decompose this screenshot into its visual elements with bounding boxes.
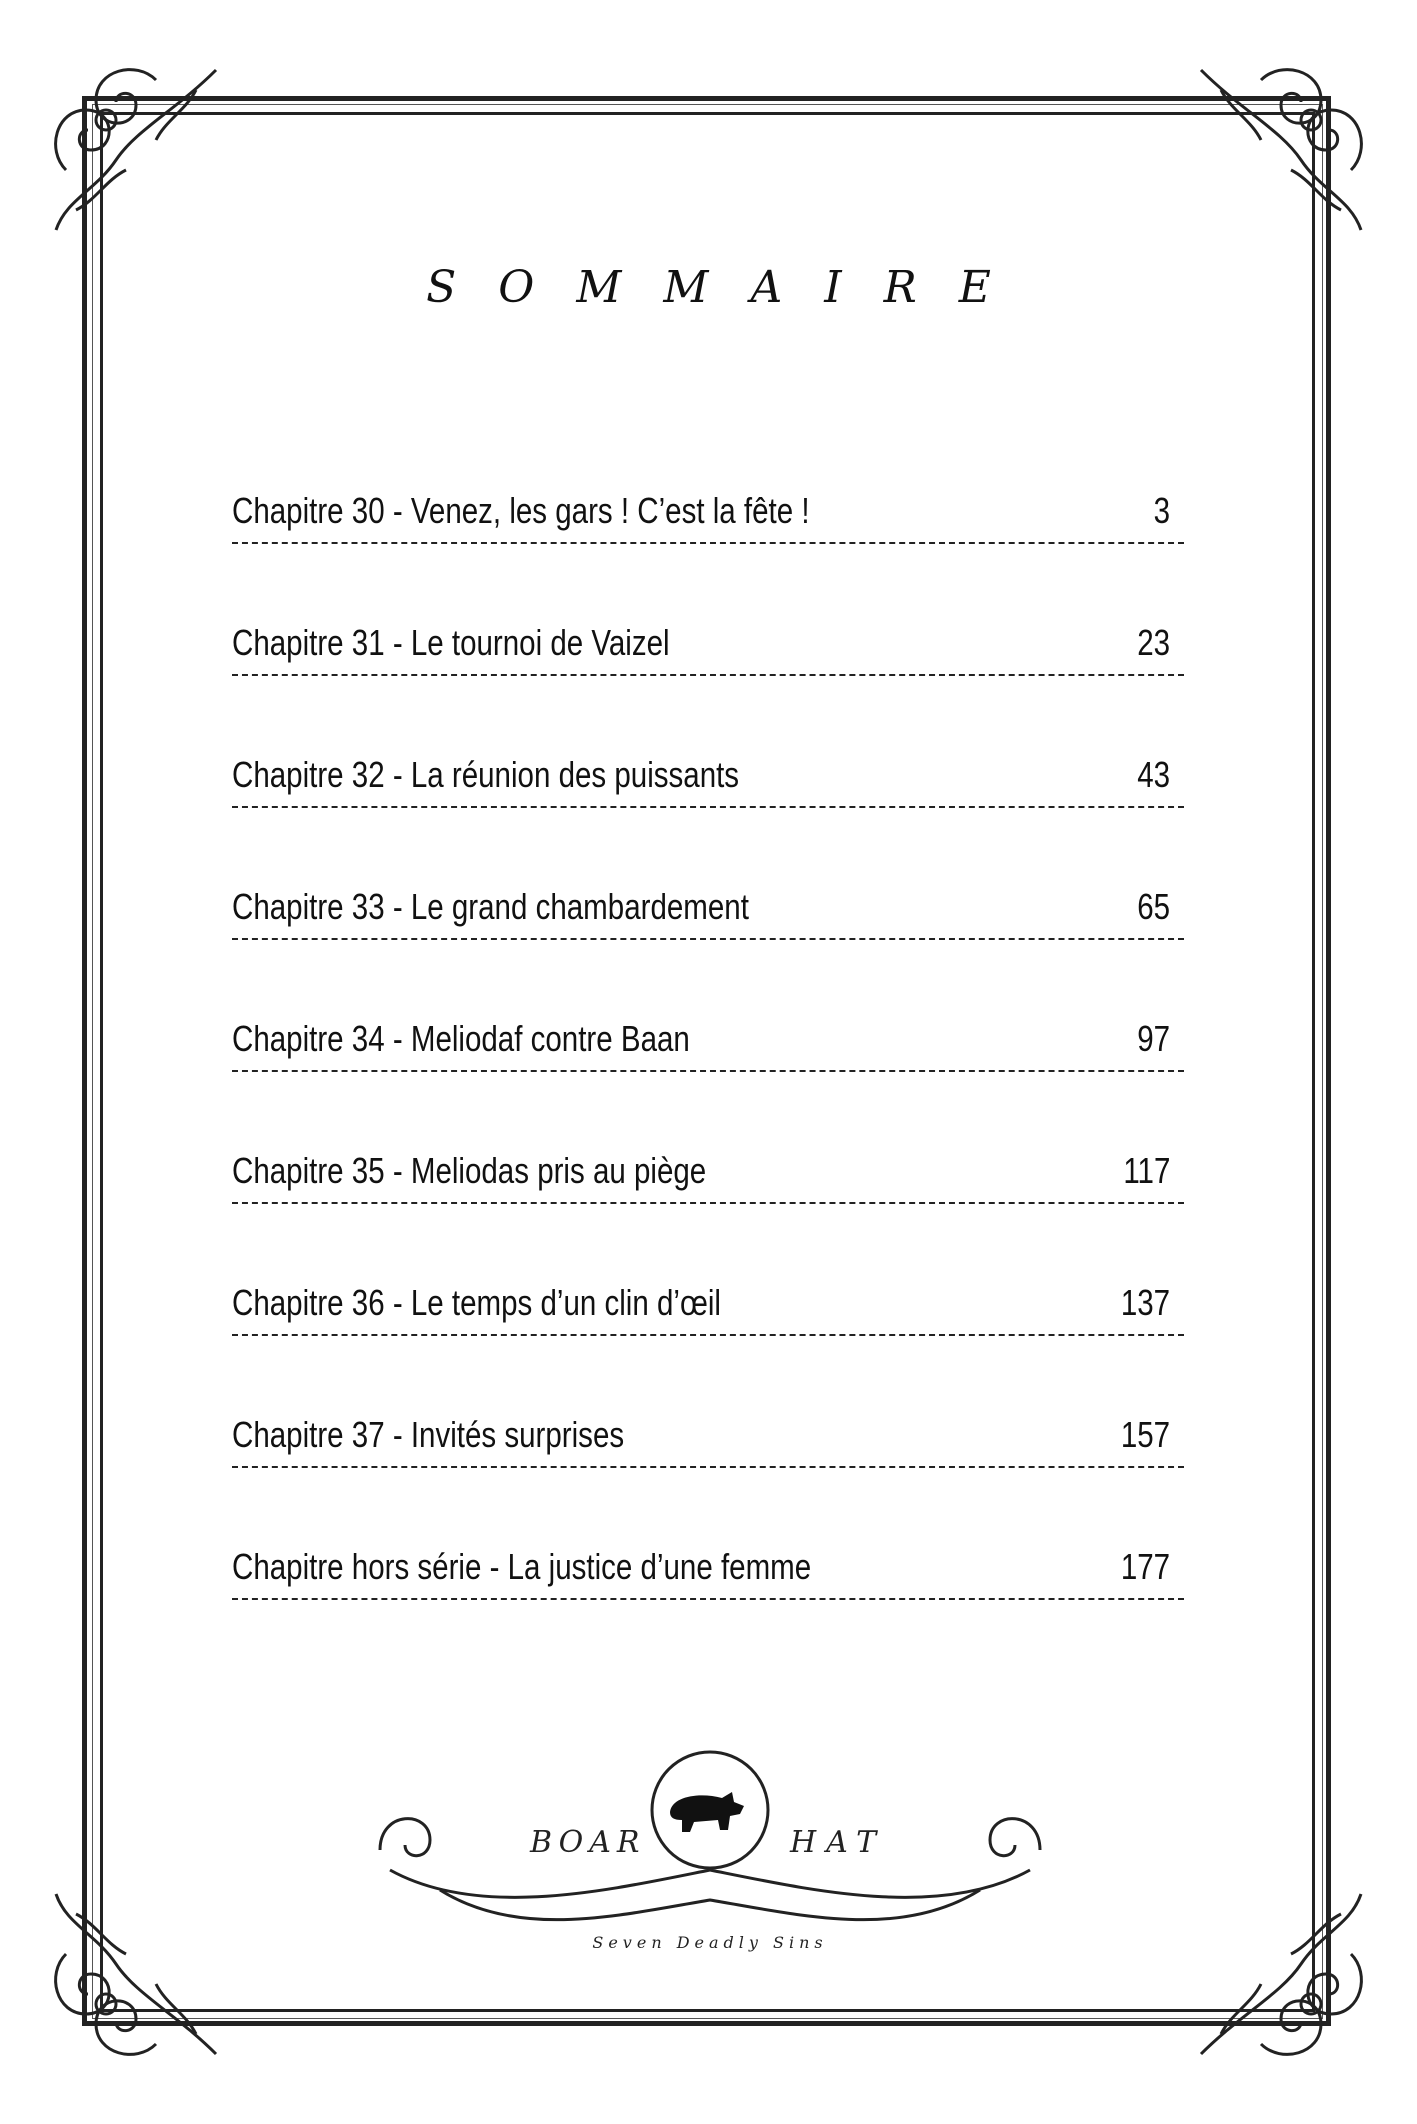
toc-entry[interactable] [232,1008,1184,1140]
dotted-leader [232,542,1184,544]
toc-entry-label: Chapitre 35 - Meliodas pris au piège [232,1150,707,1191]
boar-hat-logo [360,1740,1060,1960]
flourish-swash-icon [390,1870,1030,1897]
toc-entry-page: 117 [1122,1150,1170,1191]
flourish-right-icon [990,1819,1040,1856]
toc-entry-label: Chapitre 37 - Invités surprises [232,1414,625,1455]
toc-entry-page: 65 [1137,886,1170,927]
toc-entry-label: Chapitre 33 - Le grand chambardement [232,886,749,927]
toc-entry-page: 97 [1137,1018,1170,1059]
page-title: SOMMAIRE [426,262,1033,313]
toc-entry-label: Chapitre 31 - Le tournoi de Vaizel [232,622,670,663]
ornament-corner-icon [36,50,236,250]
toc-entry-page: 23 [1137,622,1170,663]
toc-entry-label: Chapitre 34 - Meliodaf contre Baan [232,1018,690,1059]
toc-entry-label: Chapitre 36 - Le temps d’un clin d’œil [232,1282,721,1323]
toc-entry[interactable] [232,1272,1184,1404]
toc-entry-page: 157 [1120,1414,1170,1455]
ornament-corner-icon [36,1874,236,2074]
toc-entry-label: Chapitre 32 - La réunion des puissants [232,754,740,795]
dotted-leader [232,1202,1184,1204]
dotted-leader [232,674,1184,676]
logo-subtitle: Seven Deadly Sins [592,1933,828,1952]
toc-entry[interactable] [232,876,1184,1008]
dotted-leader [232,1070,1184,1072]
boar-icon [670,1792,744,1832]
ornament-corner-icon [1181,1874,1381,2074]
toc-entry[interactable] [232,1140,1184,1272]
ornament-corner-icon [1181,50,1381,250]
toc-entry[interactable] [232,1404,1184,1536]
table-of-contents [232,480,1184,1668]
logo-word-right: HAT [790,1825,887,1860]
toc-entry-page: 177 [1120,1546,1170,1587]
toc-entry-label: Chapitre 30 - Venez, les gars ! C’est la fête ! [232,490,810,531]
toc-entry[interactable] [232,480,1184,612]
flourish-swash-icon [440,1890,980,1920]
toc-entry[interactable] [232,612,1184,744]
toc-entry-page: 43 [1137,754,1170,795]
flourish-left-icon [380,1819,430,1856]
toc-entry[interactable] [232,1536,1184,1668]
toc-entry-label: Chapitre hors série - La justice d’une femme [232,1546,812,1587]
logo-word-left: BOAR [530,1825,646,1860]
toc-entry-page: 137 [1120,1282,1170,1323]
dotted-leader [232,1334,1184,1336]
dotted-leader [232,1598,1184,1600]
dotted-leader [232,806,1184,808]
toc-entry[interactable] [232,744,1184,876]
toc-entry-page: 3 [1153,490,1170,531]
dotted-leader [232,938,1184,940]
dotted-leader [232,1466,1184,1468]
